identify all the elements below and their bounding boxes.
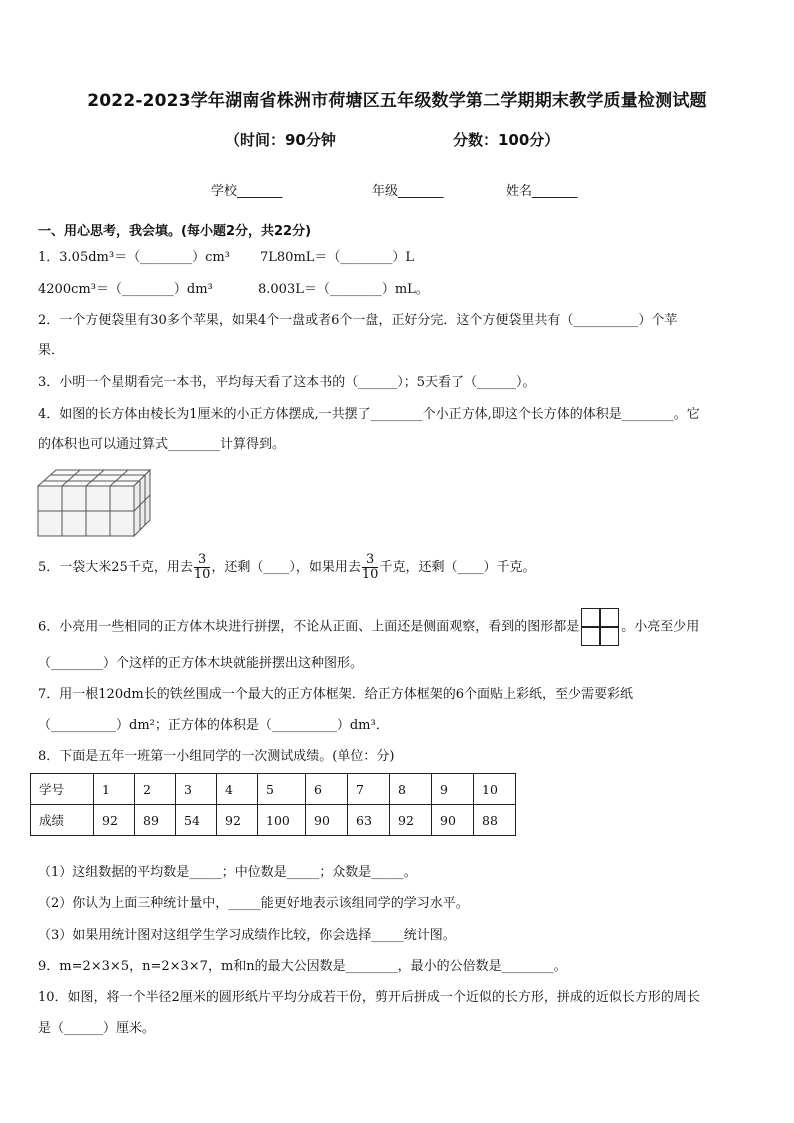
table-cell: 学号 xyxy=(31,774,94,805)
table-cell: 10 xyxy=(474,774,516,805)
question-1b: 7L80mL＝（________）L xyxy=(260,250,415,265)
question-1d: 8.003L＝（________）mL。 xyxy=(258,282,429,297)
question-3: 3．小明一个星期看完一本书，平均每天看了这本书的（______）；5天看了（______）。 xyxy=(38,375,536,390)
question-1c: 4200cm³＝（________）dm³ xyxy=(38,282,213,297)
question-4-cont: 的体积也可以通过算式________计算得到。 xyxy=(38,437,286,452)
table-cell: 2 xyxy=(135,774,176,805)
question-2: 2．一个方便袋里有30多个苹果，如果4个一盘或者6个一盘，正好分完．这个方便袋里共有（__________）个苹 xyxy=(38,313,678,328)
grade-field: 年级_______ xyxy=(372,184,444,199)
table-cell: 7 xyxy=(348,774,390,805)
table-cell: 6 xyxy=(306,774,348,805)
fraction-denominator: 10 xyxy=(193,567,211,582)
question-9: 9．m=2×3×5，n=2×3×7，m和n的最大公因数是________，最小的公倍数是________。 xyxy=(38,959,567,974)
question-4: 4．如图的长方体由棱长为1厘米的小正方体摆成,一共摆了________个小正方体,即这个长方体的体积是________。它 xyxy=(38,407,700,422)
table-cell: 89 xyxy=(135,805,176,836)
table-cell: 5 xyxy=(258,774,306,805)
table-cell: 3 xyxy=(176,774,217,805)
exam-time: （时间：90分钟 xyxy=(225,131,336,149)
question-10-cont: 是（______）厘米。 xyxy=(38,1021,156,1036)
question-7-cont: （__________）dm²；正方体的体积是（__________）dm³． xyxy=(38,718,389,733)
table-cell: 92 xyxy=(94,805,135,836)
question-6-cont: （________）个这样的正方体木块就能拼摆出这种图形。 xyxy=(38,656,364,671)
table-cell: 88 xyxy=(474,805,516,836)
grid-square-icon xyxy=(581,608,619,646)
table-cell: 成绩 xyxy=(31,805,94,836)
question-8-2: （2）你认为上面三种统计量中，_____能更好地表示该组同学的学习水平。 xyxy=(38,896,469,911)
fraction-numerator: 3 xyxy=(194,553,211,568)
table-cell: 54 xyxy=(176,805,217,836)
question-5-part2: ，还剩（____），如果用去 xyxy=(211,560,361,575)
table-row xyxy=(31,774,516,805)
question-5 xyxy=(38,553,535,582)
question-6 xyxy=(38,608,699,646)
question-2-cont: 果． xyxy=(38,343,65,358)
table-cell: 1 xyxy=(94,774,135,805)
table-cell: 4 xyxy=(217,774,258,805)
section-heading: 一、用心思考，我会填。(每小题2分，共22分) xyxy=(38,224,312,239)
question-8: 8．下面是五年一班第一小组同学的一次测试成绩。(单位：分) xyxy=(38,749,395,764)
scores-table xyxy=(30,773,516,836)
question-1a: 1．3.05dm³＝（________）cm³ xyxy=(38,250,230,265)
question-5-part3: 千克，还剩（____）千克。 xyxy=(379,560,536,575)
table-cell: 90 xyxy=(432,805,474,836)
exam-score: 分数：100分） xyxy=(453,131,560,149)
table-cell: 63 xyxy=(348,805,390,836)
question-5-part1: 5．一袋大米25千克，用去 xyxy=(38,560,193,575)
question-6-part1: 6．小亮用一些相同的正方体木块进行拼摆，不论从正面、上面还是侧面观察，看到的图形都是 xyxy=(38,619,580,635)
question-6-part2: 。小亮至少用 xyxy=(621,619,700,635)
page-title: 2022-2023学年湖南省株洲市荷塘区五年级数学第二学期期末教学质量检测试题 xyxy=(87,91,707,111)
table-cell: 92 xyxy=(390,805,432,836)
table-cell: 8 xyxy=(390,774,432,805)
question-10: 10．如图，将一个半径2厘米的圆形纸片平均分成若干份，剪开后拼成一个近似的长方形，拼成的近似长方形的周长 xyxy=(38,990,700,1005)
fraction-denominator: 10 xyxy=(361,567,379,582)
question-8-1: （1）这组数据的平均数是_____；中位数是_____；众数是_____。 xyxy=(38,865,417,880)
table-cell: 92 xyxy=(217,805,258,836)
table-cell: 90 xyxy=(306,805,348,836)
table-cell: 9 xyxy=(432,774,474,805)
name-field: 姓名_______ xyxy=(506,184,578,199)
fraction xyxy=(362,553,379,582)
school-field: 学校_______ xyxy=(211,184,283,199)
question-7: 7．用一根120dm长的铁丝围成一个最大的正方体框架．给正方体框架的6个面贴上彩纸，至少需要彩纸 xyxy=(38,687,634,702)
table-row xyxy=(31,805,516,836)
cuboid-figure xyxy=(36,466,152,542)
fraction-numerator: 3 xyxy=(362,553,379,568)
question-8-3: （3）如果用统计图对这组学生学习成绩作比较，你会选择_____统计图。 xyxy=(38,928,456,943)
table-cell: 100 xyxy=(258,805,306,836)
fraction xyxy=(194,553,211,582)
